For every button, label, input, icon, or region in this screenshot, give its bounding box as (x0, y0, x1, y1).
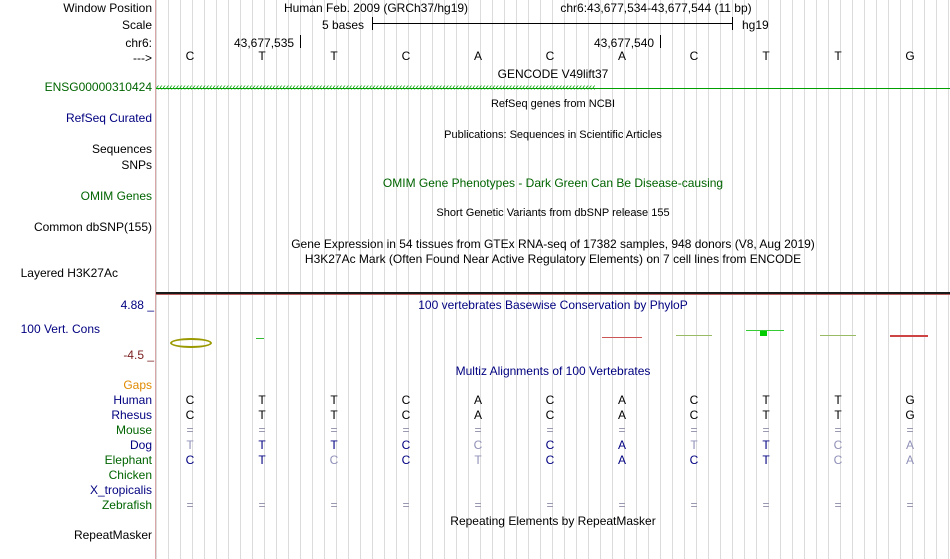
phylop-mark (760, 331, 767, 336)
h3k27ac-track-title: H3K27Ac Mark (Often Found Near Active Regulatory Elements) on 7 cell lines from ENCODE (304, 252, 802, 266)
alignment-base: C (545, 453, 555, 467)
alignment-base: A (473, 393, 482, 407)
gene-model-line[interactable] (156, 81, 950, 95)
alignment-base: A (617, 393, 626, 407)
alignment-base: C (689, 408, 699, 422)
alignment-base: T (762, 408, 770, 422)
reference-base: A (473, 49, 482, 63)
scale-bar-label: 5 bases (322, 18, 365, 32)
alignment-base: G (905, 408, 915, 422)
alignment-base: A (617, 453, 626, 467)
alignment-base: C (545, 393, 555, 407)
reference-base: T (762, 49, 770, 63)
gene-id-label[interactable]: ENSG00000310424 (44, 80, 152, 94)
layered-h3k27ac-label[interactable]: Layered H3K27Ac (20, 266, 118, 280)
alignment-base: C (185, 408, 195, 422)
alignment-base: C (401, 393, 411, 407)
gene-strand-chevrons: ‹‹‹‹‹‹‹‹‹‹‹‹‹‹‹‹‹‹‹‹‹‹‹‹‹‹‹‹‹‹‹‹‹‹‹‹‹‹‹‹‹‹‹‹‹‹‹‹‹‹‹‹‹‹‹‹‹‹‹‹‹‹‹‹‹‹‹‹‹‹‹‹‹‹‹‹‹‹‹‹‹‹‹‹‹‹‹‹‹‹‹‹‹‹‹‹‹‹‹‹‹‹‹‹‹‹‹‹‹‹‹‹‹‹‹‹‹‹‹‹‹‹‹‹‹‹‹‹‹‹‹‹ (156, 82, 596, 93)
alignment-base: = (186, 423, 194, 437)
alignment-base: = (834, 498, 842, 512)
alignment-base: C (545, 408, 555, 422)
alignment-base: = (618, 498, 626, 512)
alignment-base: = (546, 498, 554, 512)
refseq-curated-label[interactable]: RefSeq Curated (65, 111, 152, 125)
strand-arrow-label: ---> (133, 51, 152, 65)
alignment-base: = (258, 498, 266, 512)
alignment-base: = (906, 423, 914, 437)
track-labels (0, 0, 154, 559)
sequences-label[interactable]: Sequences (91, 142, 152, 156)
alignment-base: A (617, 408, 626, 422)
reference-base: G (905, 49, 915, 63)
species-xtropicalis-label: X_tropicalis (89, 483, 152, 497)
alignment-base: A (617, 438, 626, 452)
reference-base: T (834, 49, 842, 63)
scale-db-label: hg19 (742, 18, 769, 32)
alignment-base: C (401, 438, 411, 452)
alignment-base: T (258, 408, 266, 422)
alignment-base: = (762, 498, 770, 512)
chrom-label: chr6: (125, 36, 152, 50)
snps-label[interactable]: SNPs (121, 158, 152, 172)
alignment-base: T (762, 453, 770, 467)
alignment-base: T (834, 393, 842, 407)
alignment-base: C (689, 393, 699, 407)
alignment-base: T (258, 453, 266, 467)
alignment-base: C (545, 438, 555, 452)
phylop-mark (676, 335, 712, 336)
reference-base: T (330, 49, 338, 63)
alignment-base: A (905, 453, 914, 467)
alignment-base: = (618, 423, 626, 437)
alignment-base: = (762, 423, 770, 437)
species-dog-label: Dog (129, 438, 152, 452)
alignment-base: = (690, 498, 698, 512)
alignment-base: = (546, 423, 554, 437)
alignment-base: C (833, 453, 843, 467)
reference-base: A (617, 49, 626, 63)
cons-min-label: -4.5 _ (123, 348, 154, 362)
alignment-base: T (474, 453, 482, 467)
position-readout: chr6:43,677,534-43,677,544 (11 bp) (560, 1, 752, 15)
reference-base: C (545, 49, 555, 63)
alignment-base: C (689, 453, 699, 467)
alignment-base: C (185, 453, 195, 467)
alignment-base: T (330, 438, 338, 452)
alignment-base: = (330, 423, 338, 437)
alignment-base: T (258, 438, 266, 452)
alignment-base: C (473, 438, 483, 452)
multiz-track-title: Multiz Alignments of 100 Vertebrates (455, 364, 651, 378)
publications-track-title: Publications: Sequences in Scientific Articles (444, 129, 662, 141)
alignment-base: = (258, 423, 266, 437)
species-mouse-label: Mouse (115, 423, 152, 437)
window-position-label: Window Position (63, 1, 152, 15)
phylop-mark (170, 338, 212, 348)
phylop-mark (602, 337, 642, 338)
species-zebrafish-label: Zebrafish (101, 498, 152, 512)
alignment-base: = (906, 498, 914, 512)
common-dbsnp-label[interactable]: Common dbSNP(155) (33, 220, 152, 234)
assembly-title: Human Feb. 2009 (GRCh37/hg19) (283, 1, 469, 15)
alignment-base: = (474, 423, 482, 437)
alignment-base: T (258, 393, 266, 407)
alignment-base: = (186, 498, 194, 512)
reference-base: C (689, 49, 699, 63)
coord-tick-1 (300, 35, 301, 48)
refseq-track-title: RefSeq genes from NCBI (490, 98, 616, 110)
alignment-base: C (833, 438, 843, 452)
alignment-base: C (401, 408, 411, 422)
alignment-base: = (402, 423, 410, 437)
alignment-base: = (474, 498, 482, 512)
alignment-base: T (690, 438, 698, 452)
alignment-base: C (329, 453, 339, 467)
scale-label: Scale (121, 18, 152, 32)
species-chicken-label: Chicken (108, 468, 152, 482)
coord-label-2: 43,677,540 (594, 36, 655, 50)
gencode-track-title: GENCODE V49lift37 (497, 67, 609, 81)
reference-base: C (401, 49, 411, 63)
phylop-track-title: 100 vertebrates Basewise Conservation by PhyloP (418, 298, 688, 312)
alignment-base: T (330, 408, 338, 422)
phylop-mark (256, 338, 264, 339)
alignment-base: T (186, 438, 194, 452)
repeatmasker-track-title: Repeating Elements by RepeatMasker (450, 514, 656, 528)
vert-cons-label[interactable]: 100 Vert. Cons (20, 322, 100, 336)
alignment-base: = (330, 498, 338, 512)
coord-label-1: 43,677,535 (234, 36, 295, 50)
scale-bar-right-tick (732, 17, 733, 30)
alignment-base: = (402, 498, 410, 512)
alignment-base: C (401, 453, 411, 467)
alignment-base: = (690, 423, 698, 437)
species-elephant-label: Elephant (104, 453, 152, 467)
reference-base: C (185, 49, 195, 63)
species-human-label: Human (113, 393, 152, 407)
alignment-base: A (905, 438, 914, 452)
track-image[interactable] (156, 0, 950, 559)
repeatmasker-label[interactable]: RepeatMasker (73, 528, 152, 542)
phylop-mark (890, 335, 928, 337)
alignment-base: T (762, 438, 770, 452)
alignment-base: T (330, 393, 338, 407)
scale-bar (372, 23, 733, 24)
h3k27ac-signal-edge (156, 294, 950, 295)
gaps-label: Gaps (123, 378, 152, 392)
species-rhesus-label: Rhesus (111, 408, 152, 422)
omim-track-title: OMIM Gene Phenotypes - Dark Green Can Be Disease-causing (382, 176, 724, 190)
alignment-base: = (834, 423, 842, 437)
gtex-track-title: Gene Expression in 54 tissues from GTEx RNA-seq of 17382 samples, 948 donors (V8, Aug 2019) (291, 237, 815, 251)
reference-base: T (258, 49, 266, 63)
alignment-base: T (762, 393, 770, 407)
alignment-base: T (834, 408, 842, 422)
dbsnp-track-title: Short Genetic Variants from dbSNP release 155 (436, 207, 670, 219)
cons-max-label: 4.88 _ (120, 298, 154, 312)
coord-tick-2 (660, 35, 661, 48)
omim-genes-label[interactable]: OMIM Genes (80, 189, 152, 203)
phylop-mark (820, 335, 856, 336)
alignment-base: A (473, 408, 482, 422)
alignment-base: G (905, 393, 915, 407)
alignment-base: C (185, 393, 195, 407)
